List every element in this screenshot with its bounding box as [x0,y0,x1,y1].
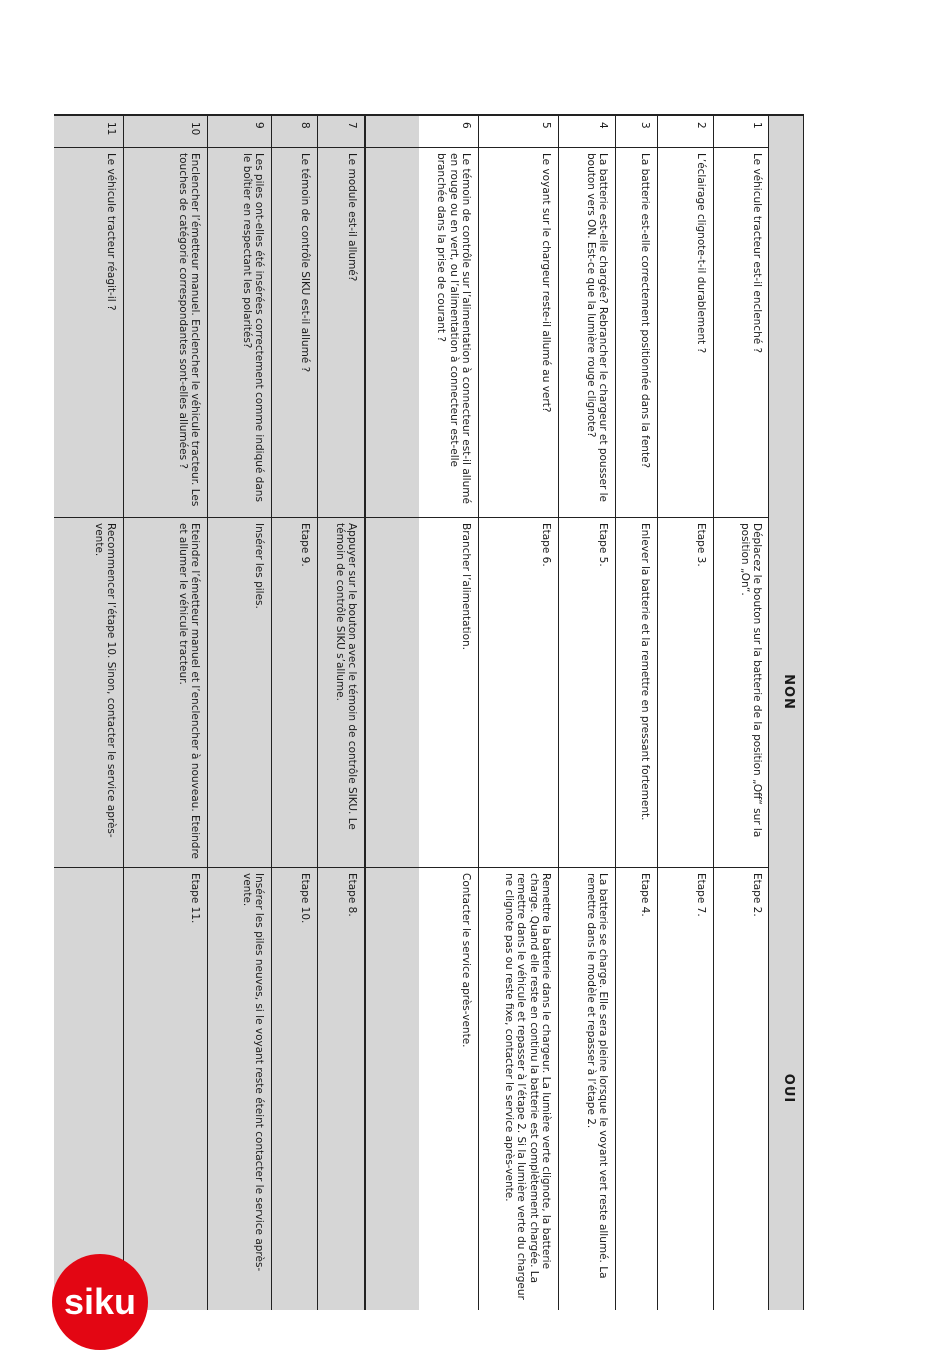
column-divider [54,867,769,868]
column-divider [54,147,769,148]
step-number: 2 [695,122,707,129]
question-cell: La batterie est-elle chargée? Rebrancher le chargeur et pousser le bouton vers ON. Est-ce que la lumière rouge clignote? [584,153,609,502]
oui-cell [54,867,123,1310]
header-non: NON [781,674,796,710]
non-cell: Enlever la batterie et la remettre en pressant fortement. [639,523,651,821]
siku-logo [50,1252,150,1352]
question-cell: Le témoin de contrôle SIKU est-il allumé ? [299,153,311,373]
table-row [615,114,657,1310]
question-cell: Le témoin de contrôle sur l’alimentation à connecteur est-il allumé en rouge ou en vert, ou l’alimentation à connecteur est-elle branchée dans la prise de courant ? [435,153,472,504]
non-cell: Eteindre l’émetteur manuel et l’enclencher à nouveau. Eteindre et allumer le véhicule tracteur. [176,523,201,859]
question-cell: Les piles ont-elles été insérées correctement comme indiqué dans le boîtier en respectant les polarités? [240,153,265,502]
step-number: 4 [597,122,609,129]
step-number: 1 [751,122,763,129]
question-cell: L’éclairage clignote-t-il durablement ? [695,153,707,354]
question-cell: Le module est-il allumé? [346,153,358,282]
table-row [317,114,364,1310]
non-cell: Etape 3. [695,523,707,567]
table-row [713,114,769,1310]
step-number: 10 [189,122,201,136]
oui-cell: Contacter le service après-vente. [460,873,472,1048]
non-cell: Appuyer sur le bouton avec le témoin de contrôle SIKU. Le témoin de contrôle SIKU s’allume. [333,523,358,830]
step-number: 3 [639,122,651,129]
table-left-border [54,114,804,116]
question-cell: Le voyant sur le chargeur reste-il allumé au vert? [540,153,552,413]
table-row [54,114,123,1310]
oui-cell: Insérer les piles neuves, si le voyant reste éteint contacter le service après-vente. [240,873,265,1272]
step-number: 8 [299,122,311,129]
oui-cell: Etape 7. [695,873,707,917]
non-cell: Etape 5. [597,523,609,567]
step-number: 5 [540,122,552,129]
non-cell: Recommencer l’étape 10. Sinon, contacter le service après-vente. [92,523,117,838]
table-row [271,114,317,1310]
troubleshooting-table [54,114,804,1310]
question-cell: Enclencher l’émetteur manuel. Enclencher le véhicule tracteur. Les touches de catégorie correspondantes sont-elles allumées ? [176,153,201,507]
oui-cell: La batterie se charge. Elle sera pleine lorsque le voyant vert reste allumé. La remettre dans le modèle et repasser à l’étape 2. [584,873,609,1279]
oui-cell: Etape 11. [189,873,201,924]
oui-cell: Etape 8. [346,873,358,917]
table-row [123,114,207,1310]
logo-text: siku [63,1281,137,1322]
oui-cell: Etape 10. [299,873,311,924]
step-number: 9 [253,122,265,129]
question-cell: Le véhicule tracteur est-il enclenché ? [751,153,763,354]
header-oui: OUI [781,1073,796,1104]
step-number: 6 [460,122,472,129]
table-top-border [803,114,804,1310]
table-row [207,114,271,1310]
table-row [657,114,713,1310]
table-row [558,114,615,1310]
non-cell: Etape 9. [299,523,311,567]
oui-cell: Remettre la batterie dans le chargeur. La lumière verte clignote, la batterie charge. Quand elle reste en continu la batterie est complètement chargée. La remettre dans le véhicule et repasser à l’étape 2. Si la lumière verte du chargeur ne clignote pas ou reste fixe, contacter le service après-vente. [502,873,552,1300]
oui-cell: Etape 4. [639,873,651,917]
non-cell: Etape 6. [540,523,552,567]
step-number: 11 [105,122,117,136]
step-number: 7 [346,122,358,129]
table-row [364,114,478,1310]
question-cell: Le véhicule tracteur réagit-il ? [105,153,117,311]
non-cell: Brancher l’alimentation. [460,523,472,651]
column-divider [54,517,769,518]
non-cell: Insérer les piles. [253,523,265,609]
question-cell: La batterie est-elle correctement positionnée dans la fente? [639,153,651,469]
oui-cell: Etape 2. [751,873,763,917]
non-cell: Déplacez le bouton sur la batterie de la position „Off“ sur la position „On“. [738,523,763,838]
table-row [478,114,558,1310]
